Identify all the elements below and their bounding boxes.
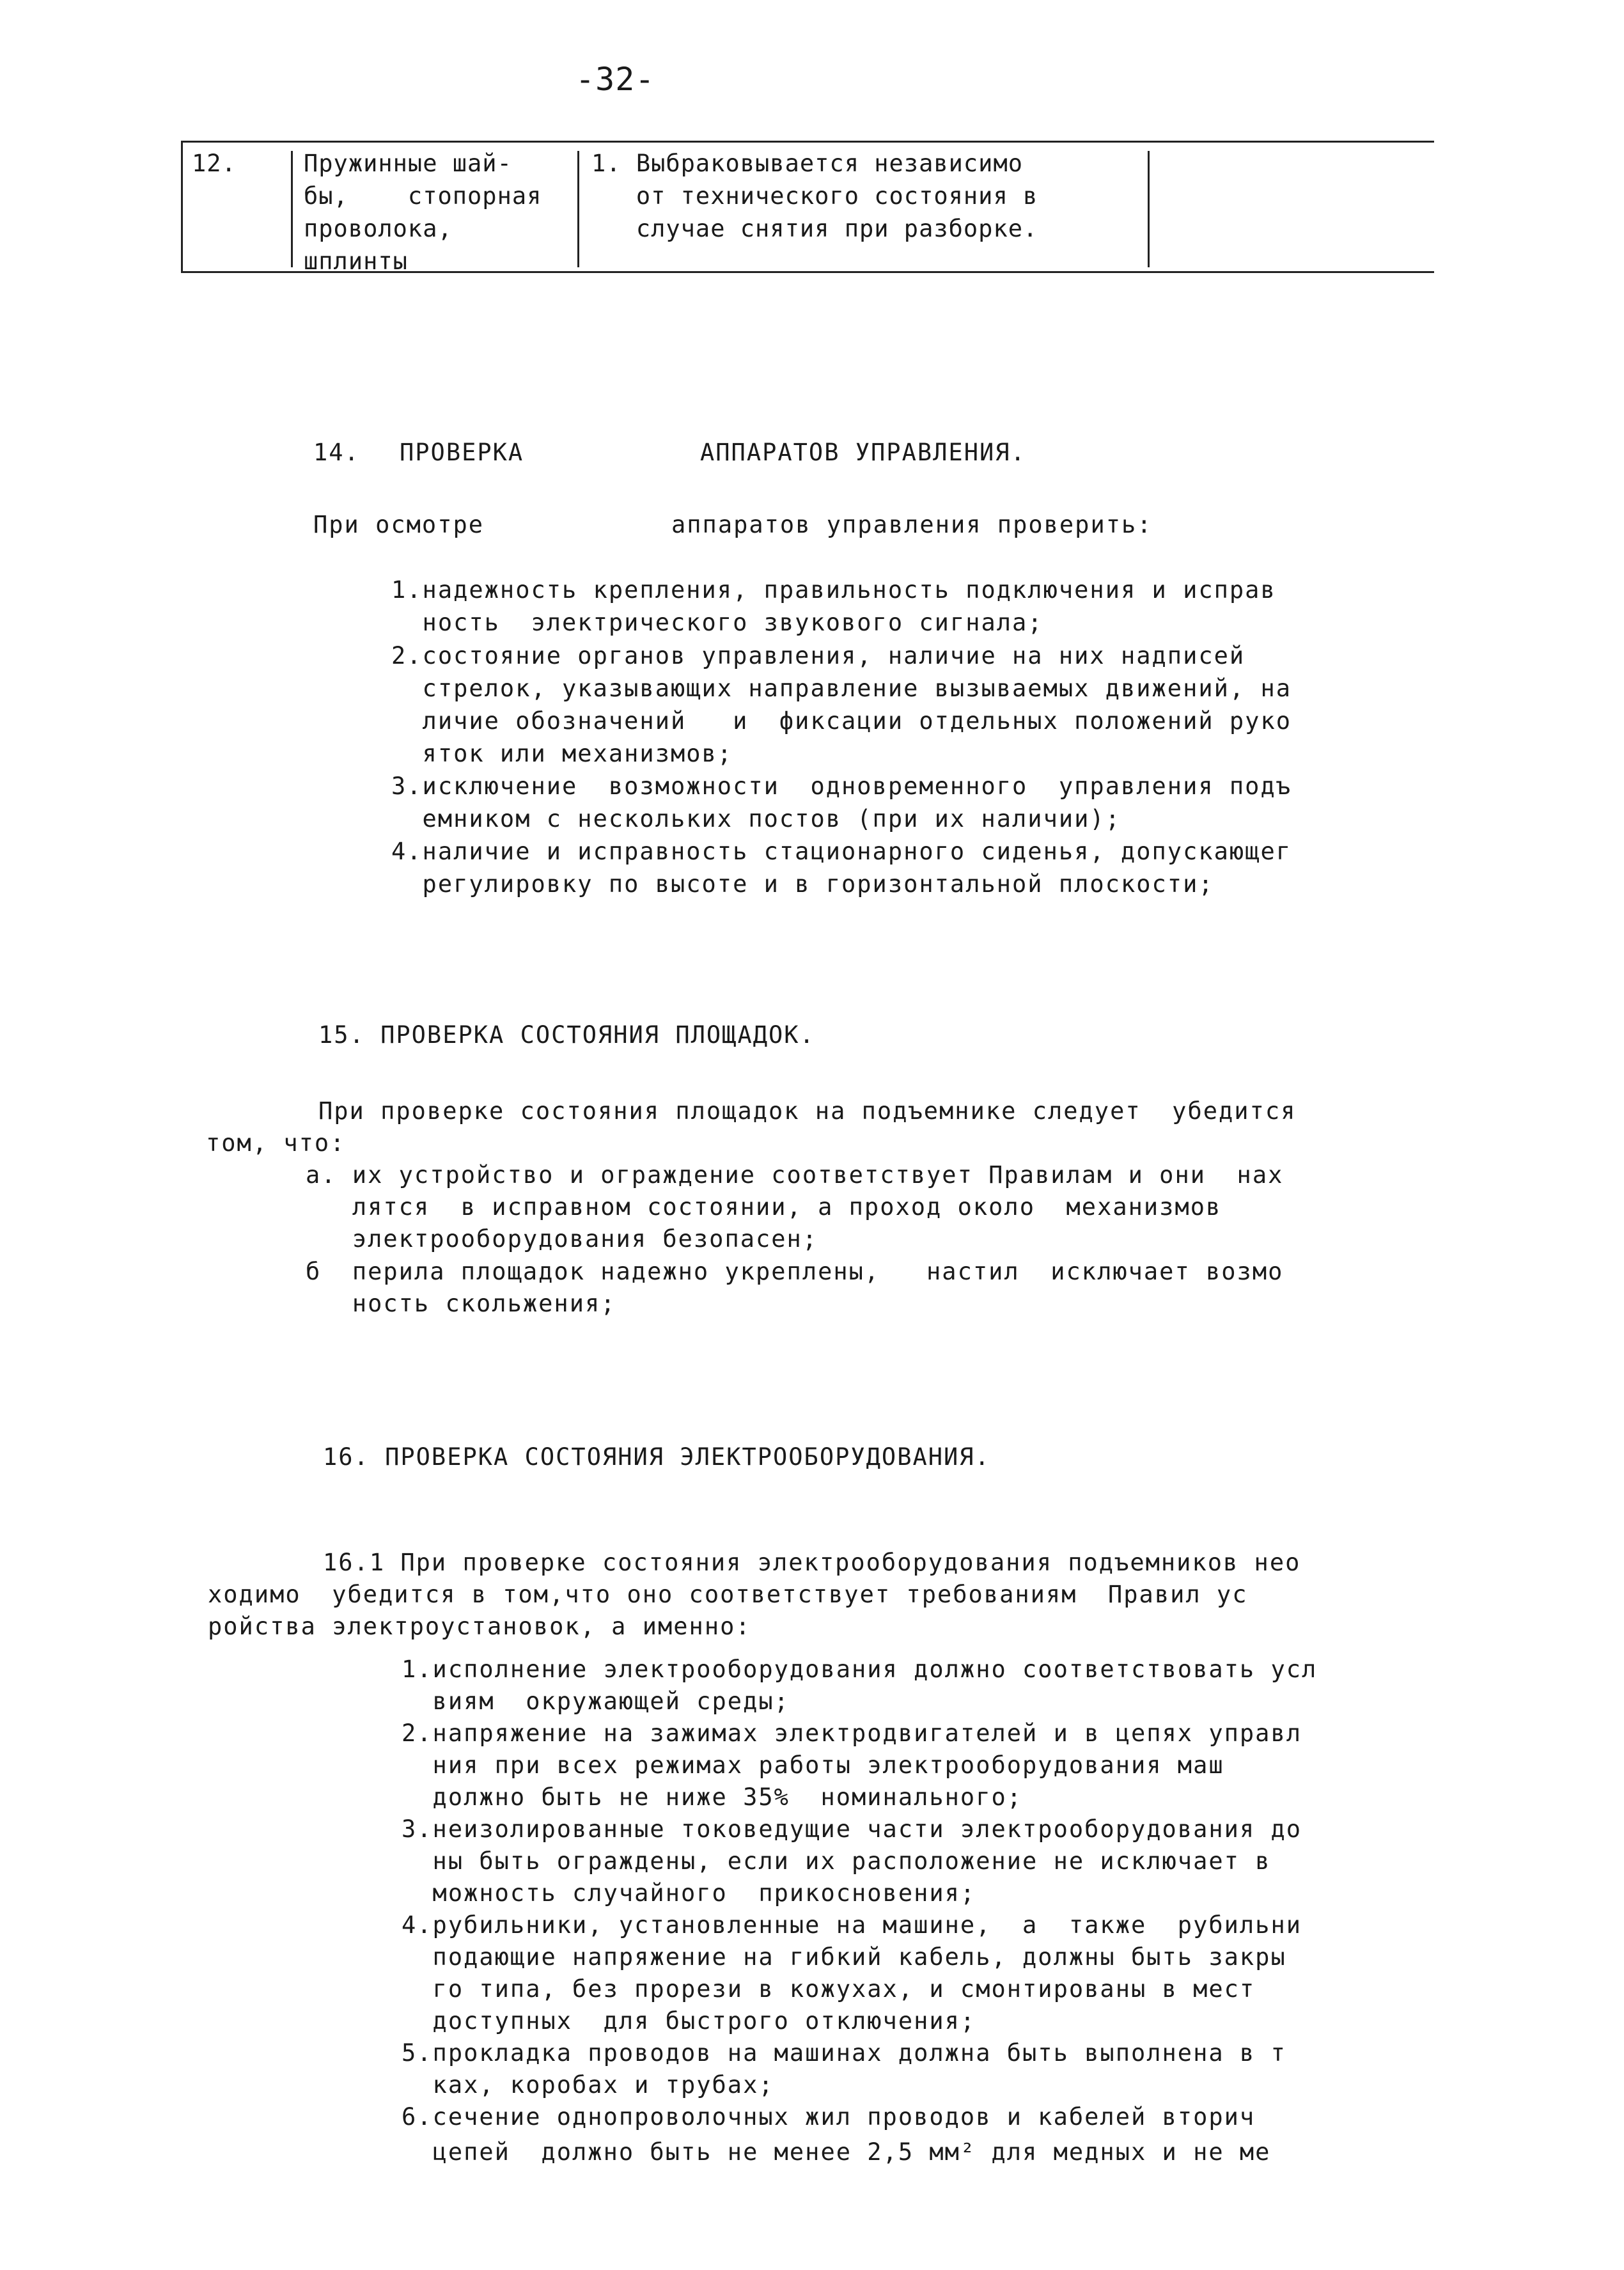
section-15-line: ность скольжения; xyxy=(306,1290,616,1317)
section-14-line: личие обозначений и фиксации отдельных положений руко xyxy=(391,707,1292,735)
section-16-line: можность случайного прикосновения; xyxy=(402,1879,976,1907)
section-16-intro-line: ходимо убедится в том,что оно соответствует требованиям Правил ус xyxy=(208,1581,1248,1608)
section-14-line: ность электрического звукового сигнала; xyxy=(391,609,1043,636)
section-16-line: 1.исполнение электрооборудования должно соответствовать усл xyxy=(402,1656,1318,1683)
table-col-divider-1 xyxy=(291,151,293,267)
table-left-border xyxy=(181,142,183,271)
section-16-intro-line: 16.1 При проверке состояния электрооборудования подъемников нео xyxy=(323,1549,1301,1576)
section-15-line: б перила площадок надежно укреплены, настил исключает возмо xyxy=(306,1258,1284,1285)
section-16-line: цепей должно быть не менее 2,5 мм² для медных и не ме xyxy=(402,2138,1271,2166)
table-col-divider-3 xyxy=(1148,151,1150,267)
section-15-line: электрооборудования безопасен; xyxy=(306,1225,818,1253)
section-14-number: 14. xyxy=(313,439,360,466)
section-14-line: яток или механизмов; xyxy=(391,740,733,767)
section-16-line: 2.напряжение на зажимах электродвигателей и в цепях управл xyxy=(402,1719,1302,1747)
table-desc-line: от технического состояния в xyxy=(591,182,1038,210)
section-15-line: лятся в исправном состоянии, а проход около механизмов xyxy=(306,1193,1222,1221)
section-15-intro-line: том, что: xyxy=(206,1129,346,1157)
table-desc-line: 1. Выбраковывается независимо xyxy=(591,150,1024,177)
section-16-line: доступных для быстрого отключения; xyxy=(402,2007,976,2035)
section-16-heading: 16. ПРОВЕРКА СОСТОЯНИЯ ЭЛЕКТРООБОРУДОВАНИЯ. xyxy=(323,1443,990,1471)
section-16-line: 3.неизолированные токоведущие части электрооборудования до xyxy=(402,1815,1302,1843)
section-16-line: го типа, без прорези в кожухах, и смонтированы в мест xyxy=(402,1975,1256,2003)
section-14-line: стрелок, указывающих направление вызываемых движений, на xyxy=(391,675,1292,702)
table-col-divider-2 xyxy=(577,151,579,267)
section-16-line: ны быть ограждены, если их расположение не исключает в xyxy=(402,1847,1271,1875)
section-16-line: 4.рубильники, установленные на машине, а также рубильни xyxy=(402,1911,1302,1939)
section-15-line: а. их устройство и ограждение соответствует Правилам и они нах xyxy=(306,1161,1284,1189)
section-14-line: регулировку по высоте и в горизонтальной плоскости; xyxy=(391,870,1214,898)
section-14-line: 1.надежность крепления, правильность подключения и исправ xyxy=(391,576,1276,604)
section-16-line: 5.прокладка проводов на машинах должна быть выполнена в т xyxy=(402,2039,1286,2067)
section-16-line: ках, коробах и трубах; xyxy=(402,2071,774,2099)
section-16-line: 6.сечение однопроволочных жил проводов и кабелей вторич xyxy=(402,2103,1256,2131)
section-14-intro-rest: аппаратов управления проверить: xyxy=(671,511,1153,538)
section-16-line: виям окружающей среды; xyxy=(402,1687,790,1715)
section-15-intro-line: При проверке состояния площадок на подъемнике следует убедится xyxy=(318,1097,1297,1125)
table-row-number: 12. xyxy=(192,150,237,177)
section-16-line: подающие напряжение на гибкий кабель, должны быть закры xyxy=(402,1943,1286,1971)
section-16-line: ния при всех режимах работы электрооборудования маш xyxy=(402,1751,1224,1779)
section-15-heading: 15. ПРОВЕРКА СОСТОЯНИЯ ПЛОЩАДОК. xyxy=(318,1021,815,1049)
table-desc-line: случае снятия при разборке. xyxy=(591,215,1038,242)
section-16-intro-line: ройства электроустановок, а именно: xyxy=(208,1613,751,1640)
page-number: -32- xyxy=(575,61,655,98)
table-top-border xyxy=(181,141,1434,143)
table-item-line: проволока, xyxy=(304,215,453,242)
table-item-line: шплинты xyxy=(304,247,408,275)
section-14-line: 3.исключение возможности одновременного управления подъ xyxy=(391,772,1292,800)
section-14-heading-rest: АППАРАТОВ УПРАВЛЕНИЯ. xyxy=(700,439,1026,466)
table-item-line: Пружинные шай- xyxy=(304,150,512,177)
section-16-line: должно быть не ниже 35% номинального; xyxy=(402,1783,1023,1811)
section-14-line: 4.наличие и исправность стационарного сиденья, допускающег xyxy=(391,838,1292,865)
section-14-line: емником с нескольких постов (при их наличии); xyxy=(391,805,1121,833)
table-item-line: бы, стопорная xyxy=(304,182,542,210)
section-14-intro-start: При осмотре xyxy=(313,511,485,538)
section-14-line: 2.состояние органов управления, наличие на них надписей xyxy=(391,642,1245,669)
section-14-heading-word: ПРОВЕРКА xyxy=(400,439,524,466)
